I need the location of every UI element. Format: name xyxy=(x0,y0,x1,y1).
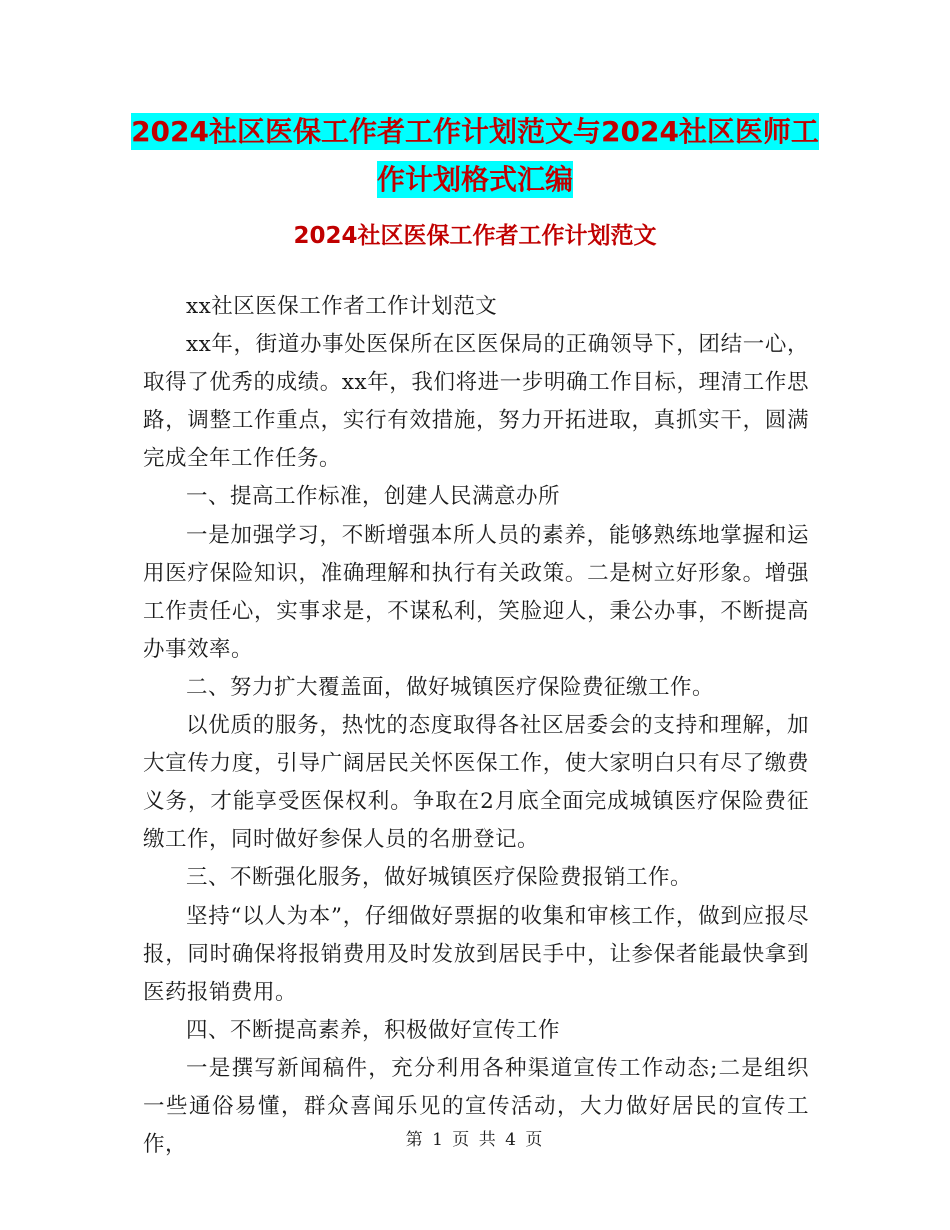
section-title: 2024社区医保工作者工作计划范文 xyxy=(293,223,657,249)
paragraph-3: 坚持“以人为本”，仔细做好票据的收集和审核工作，做到应报尽报，同时确保将报销费用及时发放到居民手中，让参保者能最快拿到医药报销费用。 xyxy=(143,903,809,1005)
heading-1: 一、提高工作标准，创建人民满意办所 xyxy=(186,484,561,510)
document-body xyxy=(143,288,809,1164)
heading-3: 三、不断强化服务，做好城镇医疗保险费报销工作。 xyxy=(186,865,693,891)
heading-4: 四、不断提高素养，积极做好宣传工作 xyxy=(186,1017,561,1043)
document-title-line-2 xyxy=(0,156,950,204)
document-title-line-1 xyxy=(0,108,950,156)
paragraph-1: 一是加强学习，不断增强本所人员的素养，能够熟练地掌握和运用医疗保险知识，准确理解和执行有关政策。二是树立好形象。增强工作责任心，实事求是，不谋私利，笑脸迎人，秉公办事，不断提高办事效率。 xyxy=(143,522,809,662)
title-highlight: 2024社区医保工作者工作计划范文与2024社区医师工 xyxy=(131,115,819,148)
paragraph-intro: xx年，街道办事处医保所在区医保局的正确领导下，团结一心，取得了优秀的成绩。xx年，我们将进一步明确工作目标，理清工作思路，调整工作重点，实行有效措施，努力开拓进取，真抓实干，圆满完成全年工作任务。 xyxy=(143,332,809,472)
heading-2: 二、努力扩大覆盖面，做好城镇医疗保险费征缴工作。 xyxy=(186,674,715,700)
paragraph-2: 以优质的服务，热忱的态度取得各社区居委会的支持和理解，加大宣传力度，引导广阔居民关怀医保工作，使大家明白只有尽了缴费义务，才能享受医保权利。争取在2月底全面完成城镇医疗保险费征缴工作，同时做好参保人员的名册登记。 xyxy=(143,713,809,853)
paragraph-doc-name: xx社区医保工作者工作计划范文 xyxy=(186,294,498,319)
page-footer: 第 1 页 共 4 页 xyxy=(405,1130,545,1150)
title-highlight: 作计划格式汇编 xyxy=(376,163,573,196)
paragraph-4: 一是撰写新闻稿件，充分利用各种渠道宣传工作动态;二是组织一些通俗易懂，群众喜闻乐见的宣传活动，大力做好居民的宣传工作， xyxy=(143,1055,809,1158)
document-title xyxy=(0,108,950,204)
